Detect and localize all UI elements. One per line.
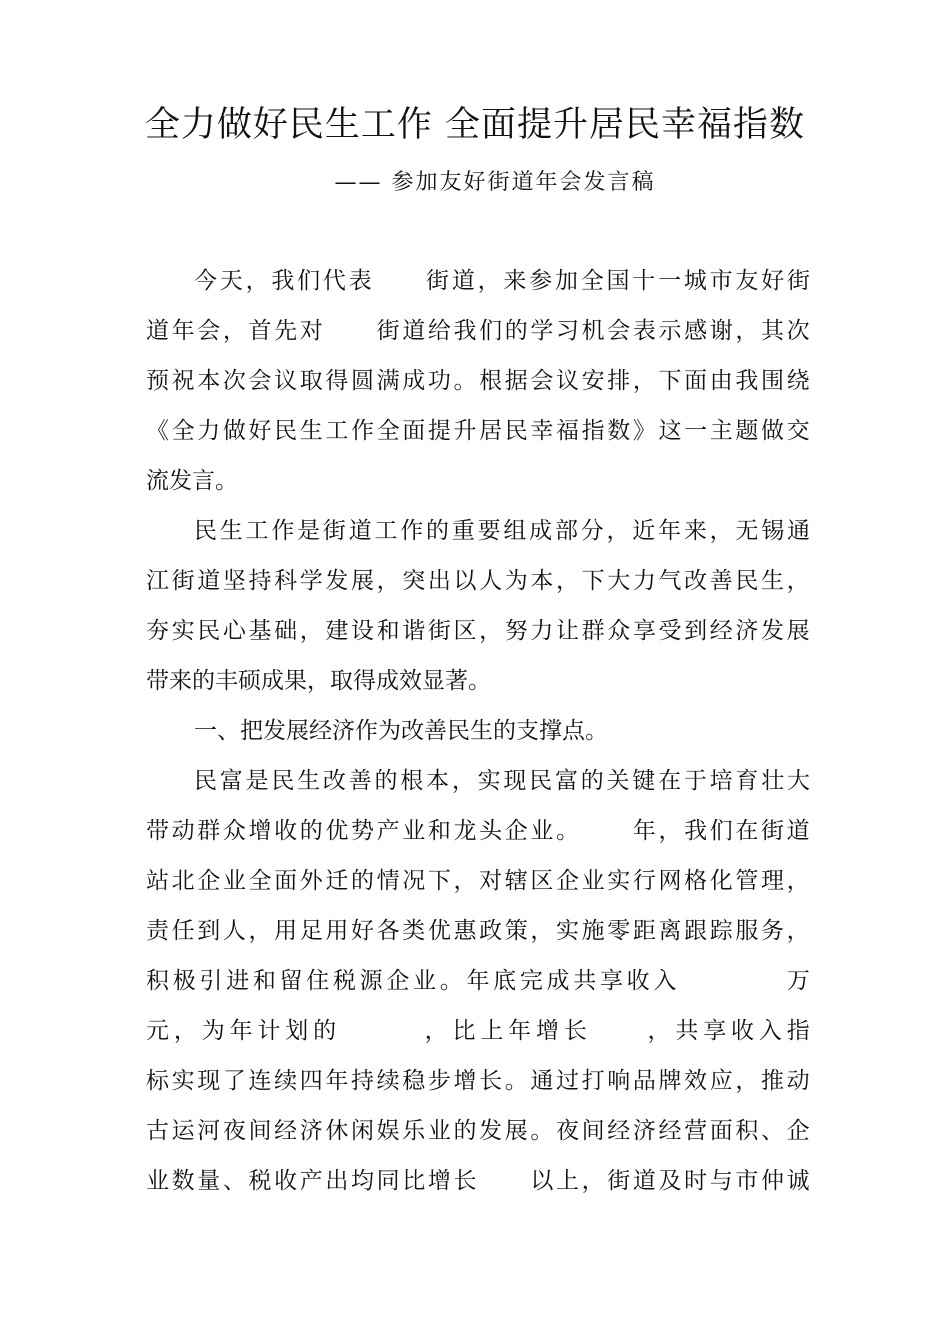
text-line: 一、把发展经济作为改善民生的支撑点。 bbox=[194, 718, 608, 744]
document-title: 全力做好民生工作 全面提升居民幸福指数 bbox=[144, 105, 806, 145]
text-line: 流发言。 bbox=[146, 468, 238, 494]
text-line: 业 数 量 、 税 收 产 出 均 同 比 增 长 以 上 ， 街 道 及 时 与 市 仲 诚 bbox=[146, 1168, 810, 1194]
text-line: 元 ， 为 年 计 划 的 ， 比 上 年 增 长 ， 共 享 收 入 指 bbox=[146, 1018, 810, 1044]
text-line: 预 祝 本 次 会 议 取 得 圆 满 成 功 。 根 据 会 议 安 排 ， 下 面 由 我 围 绕 bbox=[146, 368, 810, 394]
text-line: 站 北 企 业 全 面 外 迁 的 情 况 下 ， 对 辖 区 企 业 实 行 网 格 化 管 理 ， bbox=[146, 868, 810, 894]
text-line: 江 街 道 坚 持 科 学 发 展 ， 突 出 以 人 为 本 ， 下 大 力 气 改 善 民 生 ， bbox=[146, 568, 810, 594]
text-line: 民 生 工 作 是 街 道 工 作 的 重 要 组 成 部 分 ， 近 年 来 ， 无 锡 通 bbox=[194, 518, 810, 544]
text-line: 积 极 引 进 和 留 住 税 源 企 业 。 年 底 完 成 共 享 收 入 万 bbox=[146, 968, 810, 994]
text-line: 民 富 是 民 生 改 善 的 根 本 ， 实 现 民 富 的 关 键 在 于 培 育 壮 大 bbox=[194, 768, 810, 794]
text-line: 夯 实 民 心 基 础 ， 建 设 和 谐 街 区 ， 努 力 让 群 众 享 受 到 经 济 发 展 bbox=[146, 618, 810, 644]
text-line: 标 实 现 了 连 续 四 年 持 续 稳 步 增 长 。 通 过 打 响 品 牌 效 应 ， 推 动 bbox=[146, 1068, 810, 1094]
text-line: 道 年 会 ， 首 先 对 街 道 给 我 们 的 学 习 机 会 表 示 感 谢 ， 其 次 bbox=[146, 318, 810, 344]
document-subtitle: —— 参加友好街道年会发言稿 bbox=[334, 170, 656, 195]
text-line: 《 全 力 做 好 民 生 工 作 全 面 提 升 居 民 幸 福 指 数 》 这 一 主 题 做 交 bbox=[146, 418, 810, 444]
text-line: 责 任 到 人 ， 用 足 用 好 各 类 优 惠 政 策 ， 实 施 零 距 离 跟 踪 服 务 ， bbox=[146, 918, 810, 944]
document-body bbox=[146, 256, 810, 1206]
text-line: 带 动 群 众 增 收 的 优 势 产 业 和 龙 头 企 业 。 年 ， 我 们 在 街 道 bbox=[146, 818, 810, 844]
text-line: 今 天 ， 我 们 代 表 街 道 ， 来 参 加 全 国 十 一 城 市 友 好 街 bbox=[194, 268, 810, 294]
text-line: 古 运 河 夜 间 经 济 休 闲 娱 乐 业 的 发 展 。 夜 间 经 济 经 营 面 积 、 企 bbox=[146, 1118, 810, 1144]
text-line: 带来的丰硕成果，取得成效显著。 bbox=[146, 668, 491, 694]
